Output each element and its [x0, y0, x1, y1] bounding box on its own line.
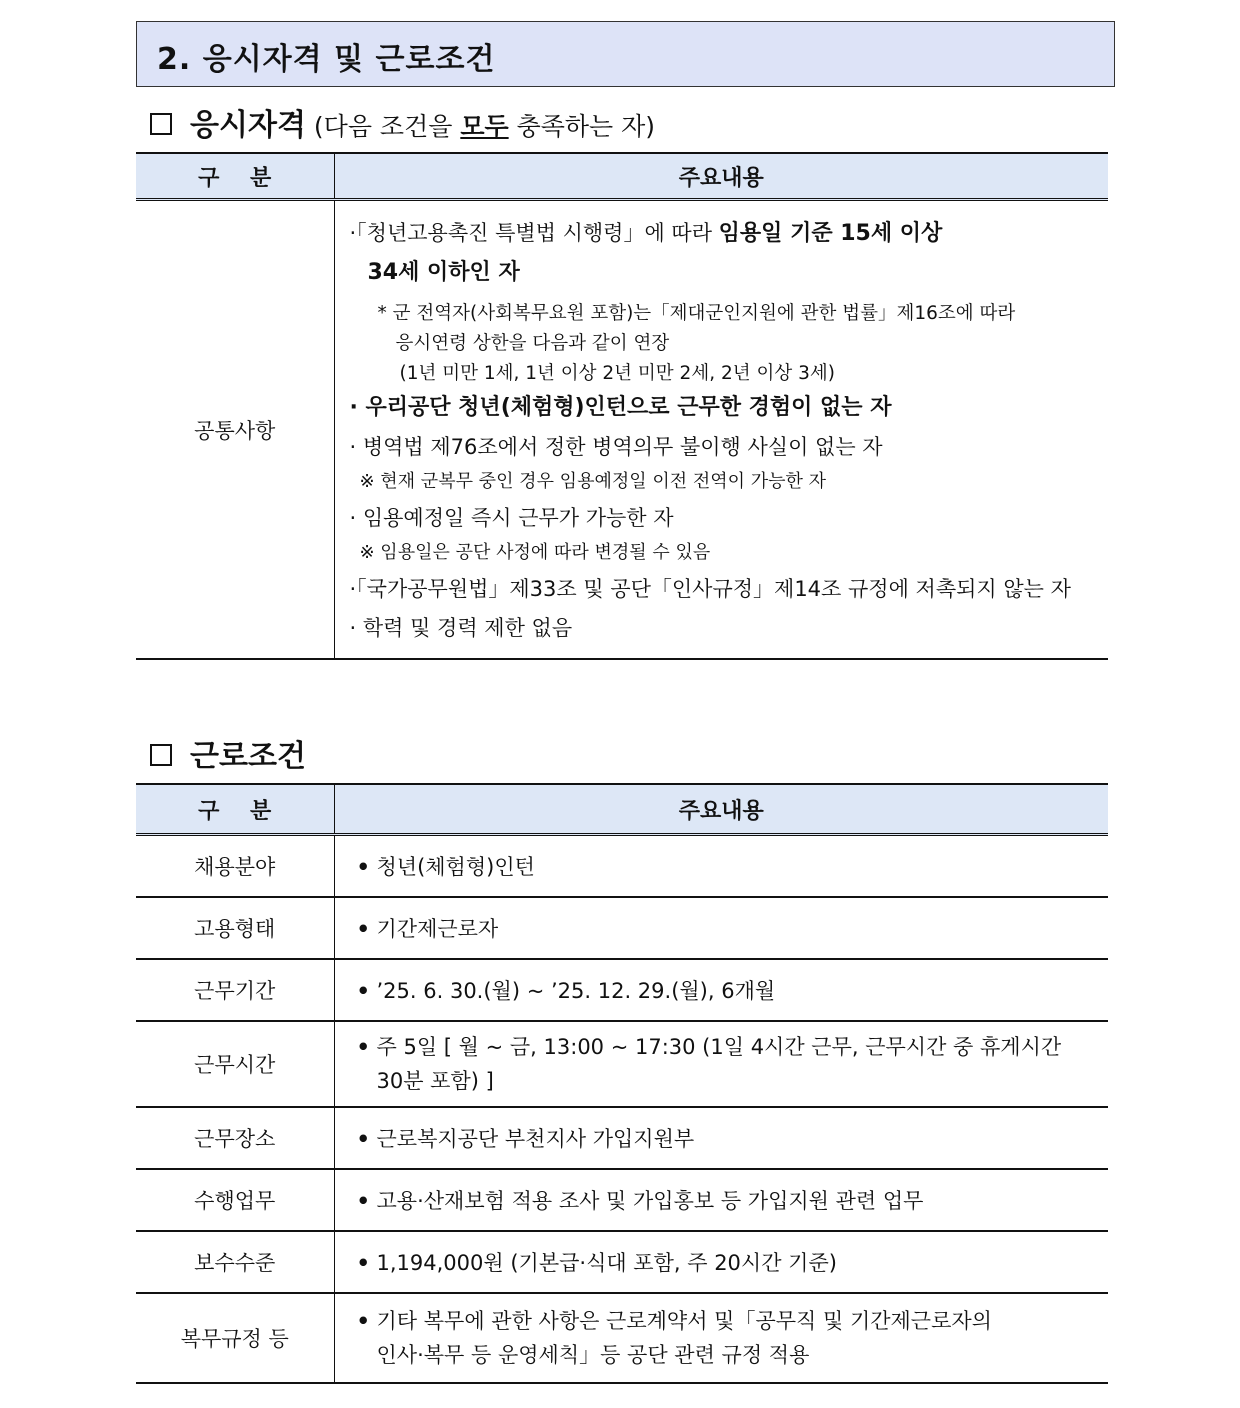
row-value-text: 기타 복무에 관한 사항은 근로계약서 및「공무직 및 기간제근로자의 [376, 1309, 992, 1333]
table-row [136, 897, 1108, 959]
item-immediate-start: · 임용예정일 즉시 근무가 가능한 자 [349, 506, 674, 530]
row-value-text: 청년(체험형)인턴 [376, 855, 535, 879]
row-label: 채용분야 [136, 835, 334, 898]
table-row [136, 1231, 1108, 1293]
bullet-icon: • [356, 1127, 370, 1151]
row-value [334, 1169, 1108, 1231]
row-value [334, 959, 1108, 1021]
bullet-icon: • [356, 1035, 370, 1059]
row-value [334, 1107, 1108, 1169]
row-label: 근무장소 [136, 1107, 334, 1169]
row-content-common [334, 200, 1108, 660]
row-label-common: 공통사항 [136, 200, 334, 660]
qualifications-subtitle [314, 112, 655, 141]
subtitle-suffix: 충족하는 자) [508, 112, 656, 141]
table-header-row [136, 784, 1108, 835]
table-row [136, 835, 1108, 898]
row-value-text: ’25. 6. 30.(월) ~ ’25. 12. 29.(월), 6개월 [376, 979, 776, 1003]
bullet-icon: • [356, 1309, 370, 1333]
row-value-text: 고용·산재보험 적용 조사 및 가입홍보 등 가입지원 관련 업무 [376, 1189, 924, 1213]
row-value-continued: 30분 포함) ] [376, 1069, 494, 1093]
item1-text: ·「청년고용촉진 특별법 시행령」에 따라 [349, 221, 719, 245]
bullet-icon: • [356, 855, 370, 879]
qualifications-heading [150, 100, 655, 144]
qualifications-heading-text: 응시자격 [190, 108, 306, 143]
table-row [136, 1293, 1108, 1383]
subtitle-emphasis: 모두 [460, 112, 509, 141]
row-label: 근무시간 [136, 1021, 334, 1107]
qualifications-table [136, 152, 1108, 660]
row-value [334, 1293, 1108, 1383]
item-no-prior-intern: · 우리공단 청년(체험형)인턴으로 근무한 경험이 없는 자 [349, 395, 892, 420]
note-start-date: ※ 임용일은 공단 사정에 따라 변경될 수 있음 [359, 542, 711, 563]
table-header-row [136, 153, 1108, 200]
bullet-icon: • [356, 1251, 370, 1275]
item-military-service: · 병역법 제76조에서 정한 병역의무 불이행 사실이 없는 자 [349, 435, 883, 459]
row-value [334, 835, 1108, 898]
row-value [334, 897, 1108, 959]
note-military-discharge: ※ 현재 군복무 중인 경우 임용예정일 이전 전역이 가능한 자 [359, 471, 826, 492]
checkbox-square-icon [150, 744, 172, 766]
header-category: 구 분 [136, 784, 334, 835]
header-category: 구 분 [136, 153, 334, 200]
bullet-icon: • [356, 917, 370, 941]
conditions-table [136, 783, 1108, 1384]
row-label: 보수수준 [136, 1231, 334, 1293]
row-value [334, 1231, 1108, 1293]
item1-emphasis: 임용일 기준 15세 이상 [718, 221, 943, 246]
table-row [136, 959, 1108, 1021]
bullet-icon: • [356, 1189, 370, 1213]
item-age-requirement [350, 220, 1108, 247]
row-value-text: 기간제근로자 [376, 917, 499, 941]
header-content: 주요내용 [334, 784, 1108, 835]
row-label: 고용형태 [136, 897, 334, 959]
table-row [136, 1107, 1108, 1169]
table-row [136, 200, 1108, 660]
row-value [334, 1021, 1108, 1107]
row-label: 복무규정 등 [136, 1293, 334, 1383]
row-value-text: 주 5일 [ 월 ~ 금, 13:00 ~ 17:30 (1일 4시간 근무, 근무시간 중 휴게시간 [376, 1035, 1062, 1059]
row-value-text: 근로복지공단 부천지사 가입지원부 [376, 1127, 695, 1151]
item-no-restriction: · 학력 및 경력 제한 없음 [349, 616, 573, 640]
row-label: 근무기간 [136, 959, 334, 1021]
conditions-heading-text: 근로조건 [190, 739, 306, 774]
bullet-icon: • [356, 979, 370, 1003]
row-label: 수행업무 [136, 1169, 334, 1231]
table-row [136, 1169, 1108, 1231]
row-value-continued: 인사·복무 등 운영세칙」등 공단 관련 규정 적용 [376, 1343, 810, 1367]
note-military-3: (1년 미만 1세, 1년 이상 2년 미만 2세, 2년 이상 3세) [399, 363, 835, 384]
header-content: 주요내용 [334, 153, 1108, 200]
note-military-2: 응시연령 상한을 다음과 같이 연장 [395, 333, 670, 354]
section-title-bar [136, 21, 1115, 87]
row-value-text: 1,194,000원 (기본급·식대 포함, 주 20시간 기준) [376, 1251, 837, 1275]
note-military-1: * 군 전역자(사회복무요원 포함)는「제대군인지원에 관한 법률」제16조에 따라 [377, 303, 1016, 324]
item-disqualification: ·「국가공무원법」제33조 및 공단「인사규정」제14조 규정에 저촉되지 않는 자 [349, 577, 1071, 601]
checkbox-square-icon [150, 113, 172, 135]
conditions-heading [150, 731, 306, 775]
section-title: 2. 응시자격 및 근로조건 [157, 42, 496, 77]
subtitle-prefix: (다음 조건을 [313, 112, 461, 141]
table-row [136, 1021, 1108, 1107]
item1-continued: 34세 이하인 자 [367, 260, 520, 285]
